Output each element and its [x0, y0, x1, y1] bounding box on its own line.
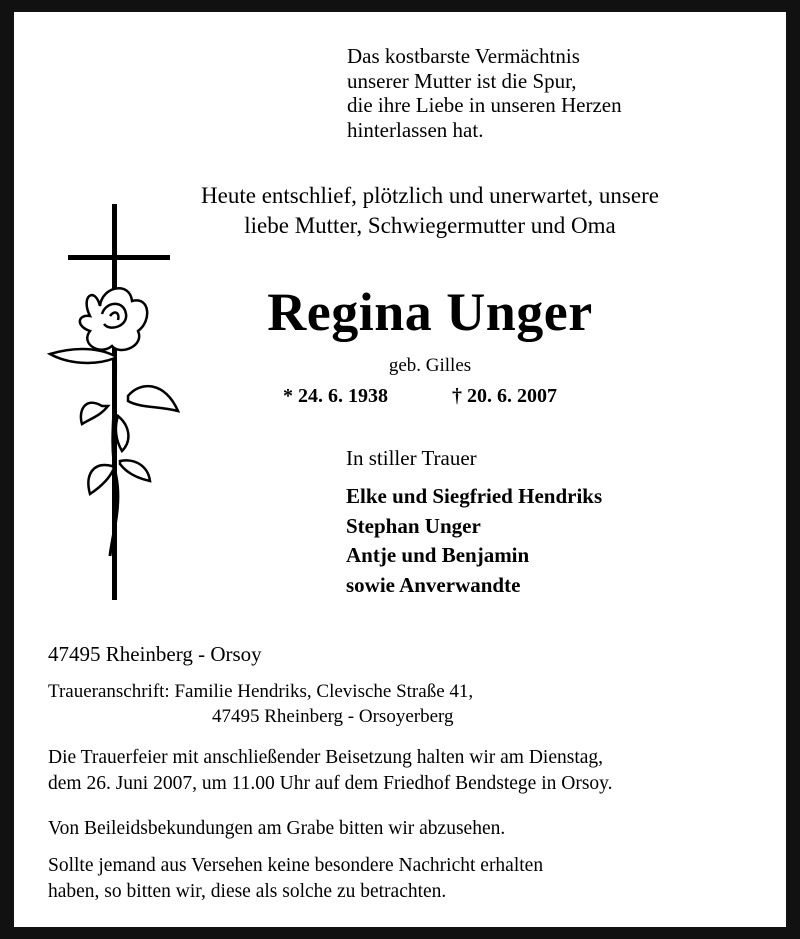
birth-date: * 24. 6. 1938 — [283, 385, 388, 407]
notice-paragraph — [48, 853, 543, 905]
ceremony-paragraph — [48, 745, 613, 797]
location: 47495 Rheinberg - Orsoy — [48, 642, 262, 666]
memorial-quote — [347, 44, 622, 142]
intro-line: liebe Mutter, Schwiegermutter und Oma — [244, 213, 616, 238]
ceremony-line: Die Trauerfeier mit anschließender Beisetzung halten wir am Dienstag, — [48, 747, 604, 768]
mourner: Elke und Siegfried Hendriks — [346, 484, 603, 508]
address-line: Traueranschrift: Familie Hendriks, Clevische Straße 41, — [48, 681, 474, 702]
mourning-address — [48, 679, 473, 729]
maiden-name: geb. Gilles — [388, 355, 472, 376]
quote-line: unserer Mutter ist die Spur, — [347, 68, 577, 93]
quote-line: die ihre Liebe in unseren Herzen — [347, 93, 622, 117]
cross-rose-icon — [40, 196, 190, 601]
mourner: Antje und Benjamin — [346, 543, 530, 567]
intro-line: Heute entschlief, plötzlich und unerwartet, unsere — [201, 183, 659, 208]
mourner: Stephan Unger — [346, 513, 481, 538]
deceased-name: Regina Unger — [267, 282, 593, 342]
announcement-intro — [110, 181, 750, 241]
mourners-list — [346, 482, 602, 600]
notice-line: haben, so bitten wir, diese als solche zu betrachten. — [48, 881, 447, 902]
ceremony-line: dem 26. Juni 2007, um 11.00 Uhr auf dem Friedhof Bendstege in Orsoy. — [48, 773, 613, 794]
quote-line: Das kostbarste Vermächtnis — [347, 44, 580, 68]
mourning-heading: In stiller Trauer — [346, 446, 477, 470]
notice-line: Sollte jemand aus Versehen keine besondere Nachricht erhalten — [48, 855, 544, 876]
quote-line: hinterlassen hat. — [347, 117, 484, 142]
address-line: 47495 Rheinberg - Orsoyerberg — [212, 706, 454, 727]
condolences-paragraph: Von Beileidsbekundungen am Grabe bitten wir abzusehen. — [48, 818, 506, 839]
death-date: † 20. 6. 2007 — [452, 385, 557, 407]
mourner: sowie Anverwandte — [346, 572, 521, 597]
